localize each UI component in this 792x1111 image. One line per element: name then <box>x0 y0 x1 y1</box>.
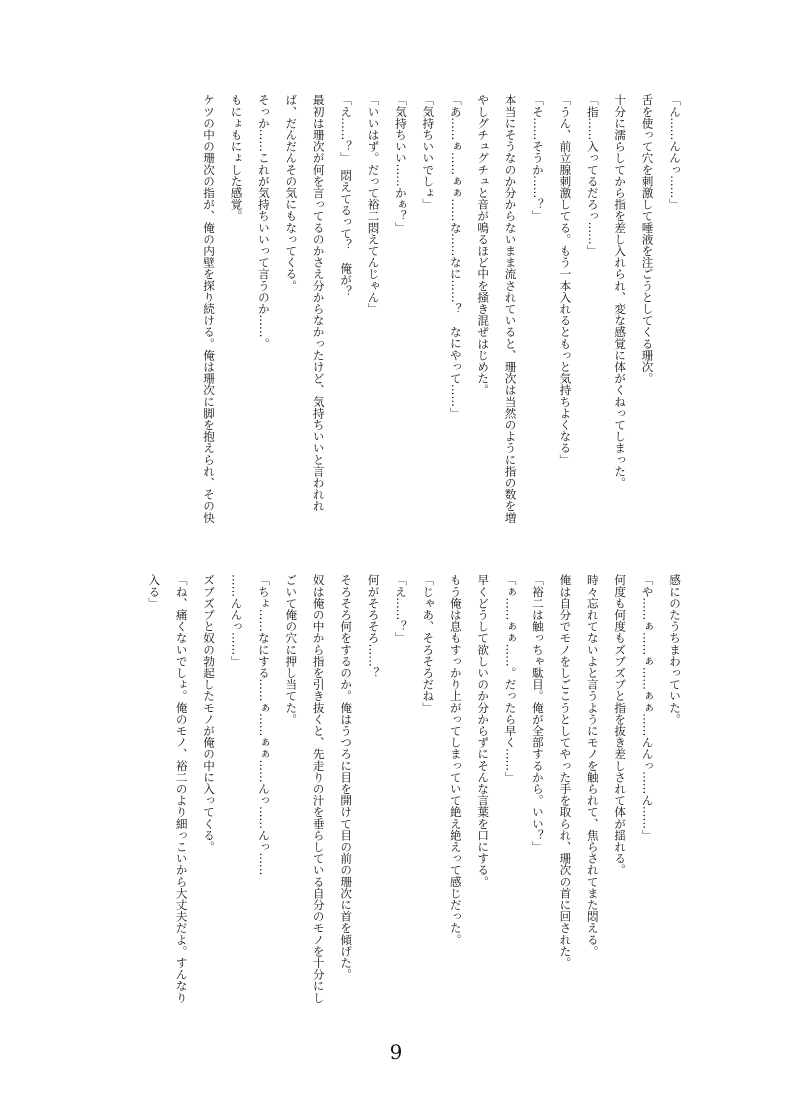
paragraph: 「ね、痛くないでしょ。俺のモノ、裕二のより細っこいから大丈夫だよ。すんなり入る」 <box>147 574 189 1004</box>
paragraph: 「裕二は触っちゃ駄目。俺が全部するから。いい？」 <box>530 574 545 853</box>
paragraph: 「いいはず。だって裕二悶えてんじゃん」 <box>366 94 381 315</box>
paragraph: そろそろ何をするのか。俺はうつろに目を開けて目の前の珊次に首を傾げた。 <box>339 574 354 980</box>
paragraph: もにょもにょした感覚。 <box>229 94 244 222</box>
paragraph: 何度も何度もズブズブと指を抜き差しされて体が揺れる。 <box>613 574 628 876</box>
paragraph: 俺は自分でモノをしごこうとしてやった手を取られ、珊次の首に回された。 <box>558 574 573 969</box>
paragraph: ……んんっ……」 <box>229 574 244 667</box>
paragraph: 「じゃあ、そろそろだね」 <box>421 574 436 714</box>
paragraph: 「そ……そうか……？」 <box>530 94 545 222</box>
paragraph: 「え……？」 悶えてるって？ 俺が？ <box>339 94 354 297</box>
paragraph: ケツの中の珊次の指が、俺の内壁を探り続ける。俺は珊次に脚を抱えられ、その快 <box>202 94 217 524</box>
paragraph: 「気持ちいいでしょ」 <box>421 94 436 210</box>
paragraph: 「ぁ……ぁぁ……。だったら早く……」 <box>503 574 518 783</box>
text-column-bottom <box>147 574 688 1014</box>
paragraph: 最初は珊次が何を言ってるのかさえ分からなかったけど、気持ちいいと言われれば、だんだんその気にもなってくる。 <box>284 94 326 512</box>
paragraph: 何がそろそろ……？ <box>366 574 381 679</box>
paragraph: 「や……ぁ……ぁ……ぁぁ……んんっ……ん……」 <box>640 574 655 841</box>
paragraph: 「ちょ……なにする……ぁ……ぁぁ……んっ……んっ…… <box>256 574 271 876</box>
paragraph: 舌を使って穴を刺激して唾液を注ごうとしてくる珊次。 <box>640 94 655 384</box>
paragraph: 「ん……んんっ……」 <box>668 94 682 210</box>
paragraph: 「え……？」 <box>393 574 408 644</box>
paragraph: 「うん、前立腺刺激してる。もう一本入れるともっと気持ちよくなる」 <box>558 94 573 466</box>
paragraph: 「気持ちいい……かぁ？」 <box>393 94 408 234</box>
paragraph: 「指……入ってるだろっ……」 <box>585 94 600 257</box>
paragraph: そっか……これが気持ちいいって言うのか……。 <box>256 94 271 350</box>
paragraph: 「あ……ぁ……ぁぁ……な……なに……？ なにやって……」 <box>448 94 463 419</box>
paragraph: 早くどうして欲しいのか分からずにそんな言葉を口にする。 <box>476 574 491 888</box>
paragraph: ズブズブと奴の勃起したモノが俺の中に入ってくる。 <box>202 574 217 853</box>
paragraph: 本当にそうなのか分からないまま流されていると、珊次は当然のように指の数を増やしグチュグチュと音が鳴るほど中を掻き混ぜはじめた。 <box>476 94 518 524</box>
paragraph: もう俺は息もすっかり上がってしまっていて絶え絶えって感じだった。 <box>448 574 463 946</box>
text-column-top <box>202 94 688 524</box>
paragraph: 奴は俺の中から指を引き抜くと、先走りの汁を垂らしている自分のモノを十分にしごいて俺の穴に押し当てた。 <box>284 574 326 1004</box>
paragraph: 感にのたうちまわっていた。 <box>668 574 682 725</box>
paragraph: 時々忘れてないよと言うようにモノを触られて、焦らされてまた悶える。 <box>585 574 600 957</box>
paragraph: 十分に濡らしてから指を差し入れられ、変な感覚に体がくねってしまった。 <box>613 94 628 489</box>
page-number: 9 <box>389 1040 403 1064</box>
